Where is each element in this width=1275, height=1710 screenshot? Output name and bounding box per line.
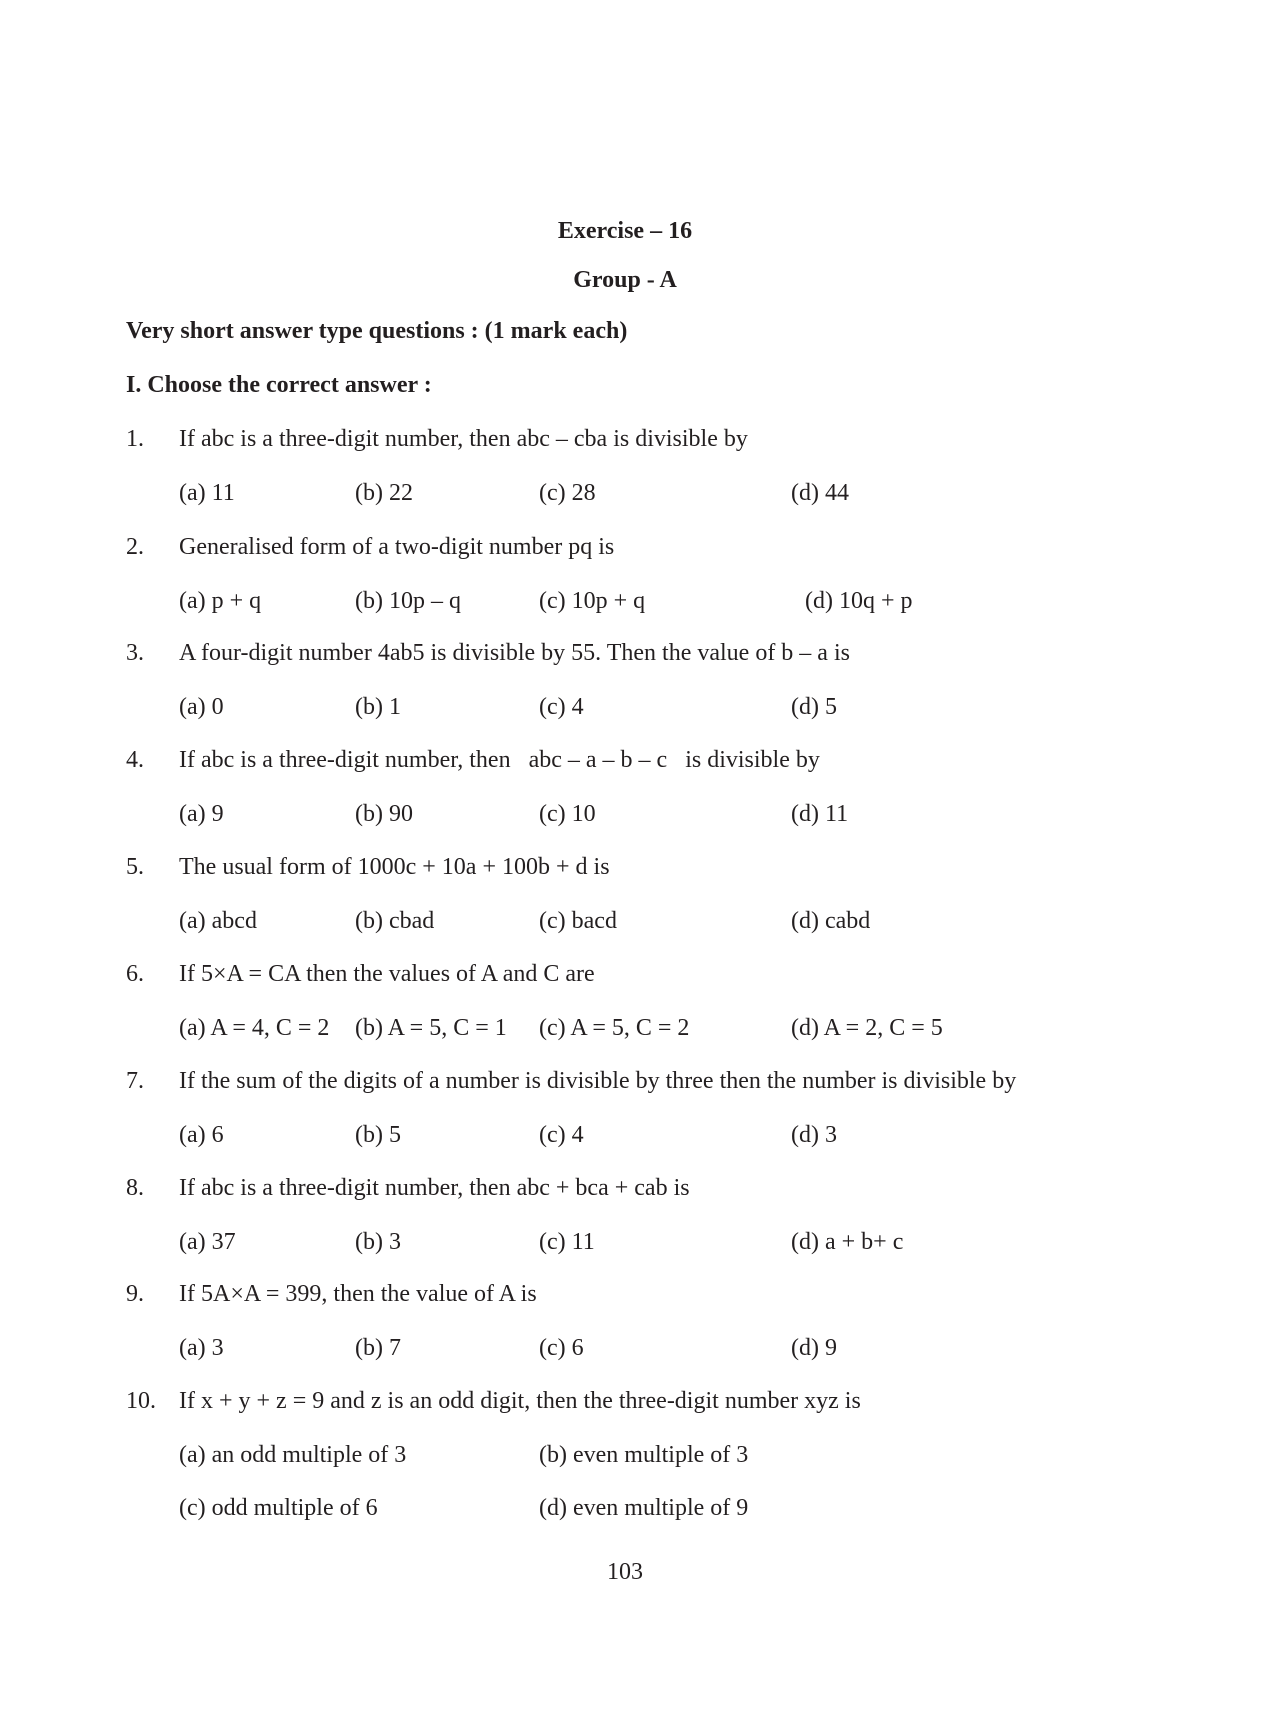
page-number: 103 xyxy=(607,1559,643,1585)
question-number: 2. xyxy=(126,534,144,560)
option-d: (d) 5 xyxy=(791,694,837,720)
question-text: The usual form of 1000c + 10a + 100b + d is xyxy=(179,854,610,880)
option-c: (c) A = 5, C = 2 xyxy=(539,1015,690,1041)
option-a: (a) abcd xyxy=(179,908,257,934)
option-c: (c) 4 xyxy=(539,694,584,720)
question-text: Generalised form of a two-digit number pq is xyxy=(179,534,615,560)
option-a: (a) 37 xyxy=(179,1229,236,1255)
question-text: If x + y + z = 9 and z is an odd digit, then the three-digit number xyz is xyxy=(179,1388,861,1414)
option-b: (b) 90 xyxy=(355,801,413,827)
question-text: If the sum of the digits of a number is divisible by three then the number is divisible by xyxy=(179,1068,1017,1094)
option-b: (b) 1 xyxy=(355,694,401,720)
option-a: (a) 9 xyxy=(179,801,224,827)
option-a: (a) 0 xyxy=(179,694,224,720)
option-d: (d) 10q + p xyxy=(805,588,913,614)
option-b: (b) 22 xyxy=(355,480,413,506)
option-d: (d) even multiple of 9 xyxy=(539,1495,749,1521)
question-number: 7. xyxy=(126,1068,144,1094)
question-text: If 5A×A = 399, then the value of A is xyxy=(179,1281,537,1307)
option-c: (c) 10p + q xyxy=(539,588,646,614)
option-b: (b) 7 xyxy=(355,1335,401,1361)
option-c: (c) 11 xyxy=(539,1229,595,1255)
option-c: (c) 28 xyxy=(539,480,596,506)
option-c: (c) bacd xyxy=(539,908,617,934)
option-b: (b) cbad xyxy=(355,908,435,934)
option-c: (c) 4 xyxy=(539,1122,584,1148)
option-b: (b) 10p – q xyxy=(355,588,461,614)
question-number: 10. xyxy=(126,1388,156,1414)
option-a: (a) A = 4, C = 2 xyxy=(179,1015,330,1041)
option-d: (d) a + b+ c xyxy=(791,1229,904,1255)
option-a: (a) p + q xyxy=(179,588,262,614)
question-number: 1. xyxy=(126,426,144,452)
option-d: (d) cabd xyxy=(791,908,871,934)
option-d: (d) 9 xyxy=(791,1335,837,1361)
question-number: 9. xyxy=(126,1281,144,1307)
instructions-heading: Very short answer type questions : (1 mark each) xyxy=(126,318,628,344)
option-d: (d) 3 xyxy=(791,1122,837,1148)
question-text: If abc is a three-digit number, then abc + bca + cab is xyxy=(179,1175,690,1201)
option-a: (a) 11 xyxy=(179,480,235,506)
question-text: If abc is a three-digit number, then abc – a – b – c is divisible by xyxy=(179,747,820,773)
question-number: 3. xyxy=(126,640,144,666)
group-title: Group - A xyxy=(573,267,677,293)
option-c: (c) 6 xyxy=(539,1335,584,1361)
question-number: 4. xyxy=(126,747,144,773)
question-number: 5. xyxy=(126,854,144,880)
option-a: (a) an odd multiple of 3 xyxy=(179,1442,407,1468)
option-d: (d) 44 xyxy=(791,480,849,506)
option-a: (a) 6 xyxy=(179,1122,224,1148)
option-b: (b) even multiple of 3 xyxy=(539,1442,749,1468)
option-c: (c) 10 xyxy=(539,801,596,827)
option-a: (a) 3 xyxy=(179,1335,224,1361)
option-d: (d) A = 2, C = 5 xyxy=(791,1015,943,1041)
question-number: 8. xyxy=(126,1175,144,1201)
section-heading: I. Choose the correct answer : xyxy=(126,372,432,398)
question-text: If abc is a three-digit number, then abc – cba is divisible by xyxy=(179,426,748,452)
option-b: (b) 3 xyxy=(355,1229,401,1255)
question-number: 6. xyxy=(126,961,144,987)
option-d: (d) 11 xyxy=(791,801,849,827)
question-text: A four-digit number 4ab5 is divisible by 55. Then the value of b – a is xyxy=(179,640,850,666)
option-b: (b) A = 5, C = 1 xyxy=(355,1015,507,1041)
option-b: (b) 5 xyxy=(355,1122,401,1148)
question-text: If 5×A = CA then the values of A and C are xyxy=(179,961,595,987)
option-c: (c) odd multiple of 6 xyxy=(179,1495,378,1521)
exercise-title: Exercise – 16 xyxy=(557,218,693,244)
